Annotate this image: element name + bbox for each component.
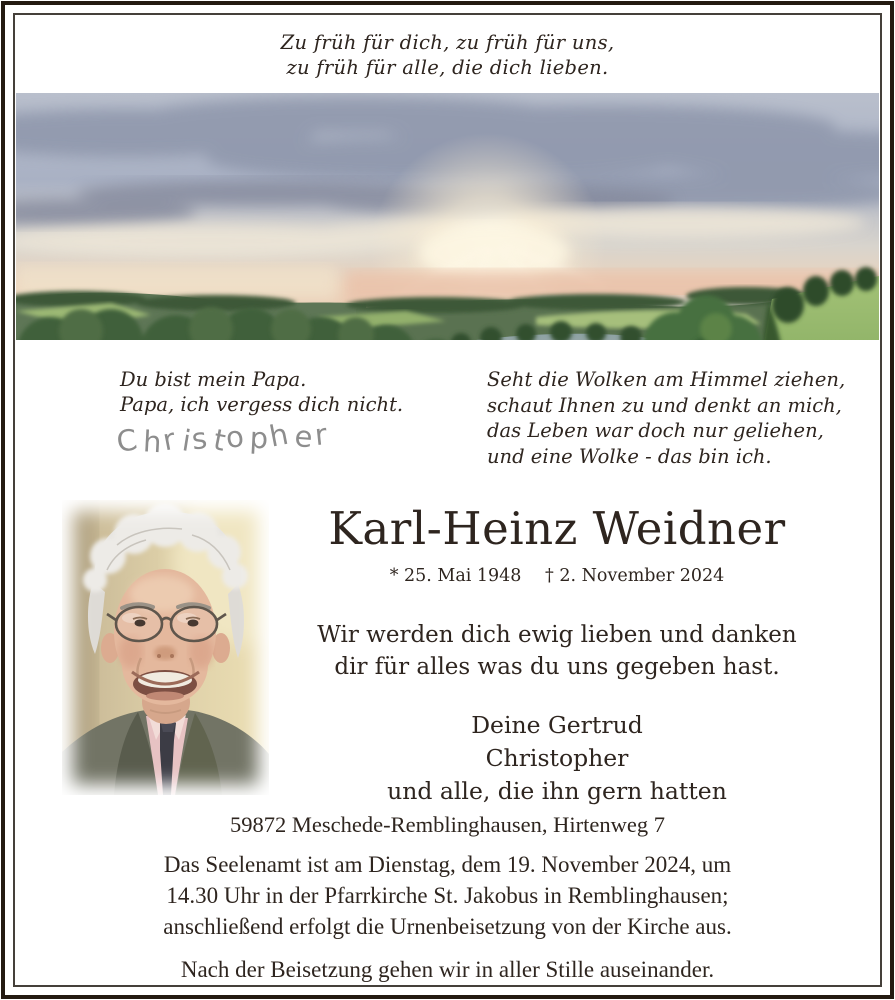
tribute-line1: Wir werden dich ewig lieben und danken: [317, 622, 797, 648]
mourner-2: Christopher: [485, 744, 629, 772]
child-poem-line2: Papa, ich vergess dich nicht.: [120, 393, 404, 416]
opening-quote-line1: Zu früh für dich, zu früh für uns,: [280, 31, 615, 54]
announcement-block: [260, 504, 854, 808]
child-poem-line1: Du bist mein Papa.: [120, 368, 307, 391]
service-line3: anschließend erfolgt die Urnenbeisetzung von der Kirche aus.: [163, 914, 732, 939]
cloud-poem-line2: schaut Ihnen zu und denkt an mich,: [487, 393, 842, 417]
cloud-poem-line3: das Leben war doch nur geliehen,: [487, 419, 824, 442]
mourner-1: Deine Gertrud: [471, 711, 643, 739]
address-line: 59872 Meschede-Remblinghausen, Hirtenweg 7: [230, 812, 665, 837]
mourners-list: [260, 709, 854, 808]
life-dates: [260, 566, 854, 586]
service-info: [16, 849, 879, 942]
death-date: † 2. November 2024: [545, 566, 725, 586]
opening-quote: [0, 30, 895, 80]
tribute-line2: dir für alles was du uns gegeben hast.: [334, 654, 780, 680]
deceased-name: Karl-Heinz Weidner: [328, 502, 786, 555]
birth-date: * 25. Mai 1948: [389, 566, 522, 586]
cloud-poem-line4: und eine Wolke - das bin ich.: [487, 444, 772, 468]
opening-quote-line2: zu früh für alle, die dich lieben.: [286, 56, 609, 79]
handwritten-signature: [110, 408, 360, 468]
funeral-details: [16, 812, 879, 983]
tribute-text: [260, 619, 854, 683]
landscape-photo: [16, 93, 879, 340]
portrait-photo: [62, 500, 269, 795]
service-line2: 14.30 Uhr in der Pfarrkirche St. Jakobus in Remblinghausen;: [166, 883, 729, 908]
signature-text: Christopher: [114, 415, 333, 460]
mourner-3: und alle, die ihn gern hatten: [387, 777, 727, 805]
cloud-poem-line1: Seht die Wolken am Himmel ziehen,: [487, 368, 846, 391]
service-line1: Das Seelenamt ist am Dienstag, dem 19. November 2024, um: [163, 852, 732, 877]
cloud-poem: [487, 367, 845, 469]
closing-line: Nach der Beisetzung gehen wir in aller Stille auseinander.: [180, 957, 715, 982]
